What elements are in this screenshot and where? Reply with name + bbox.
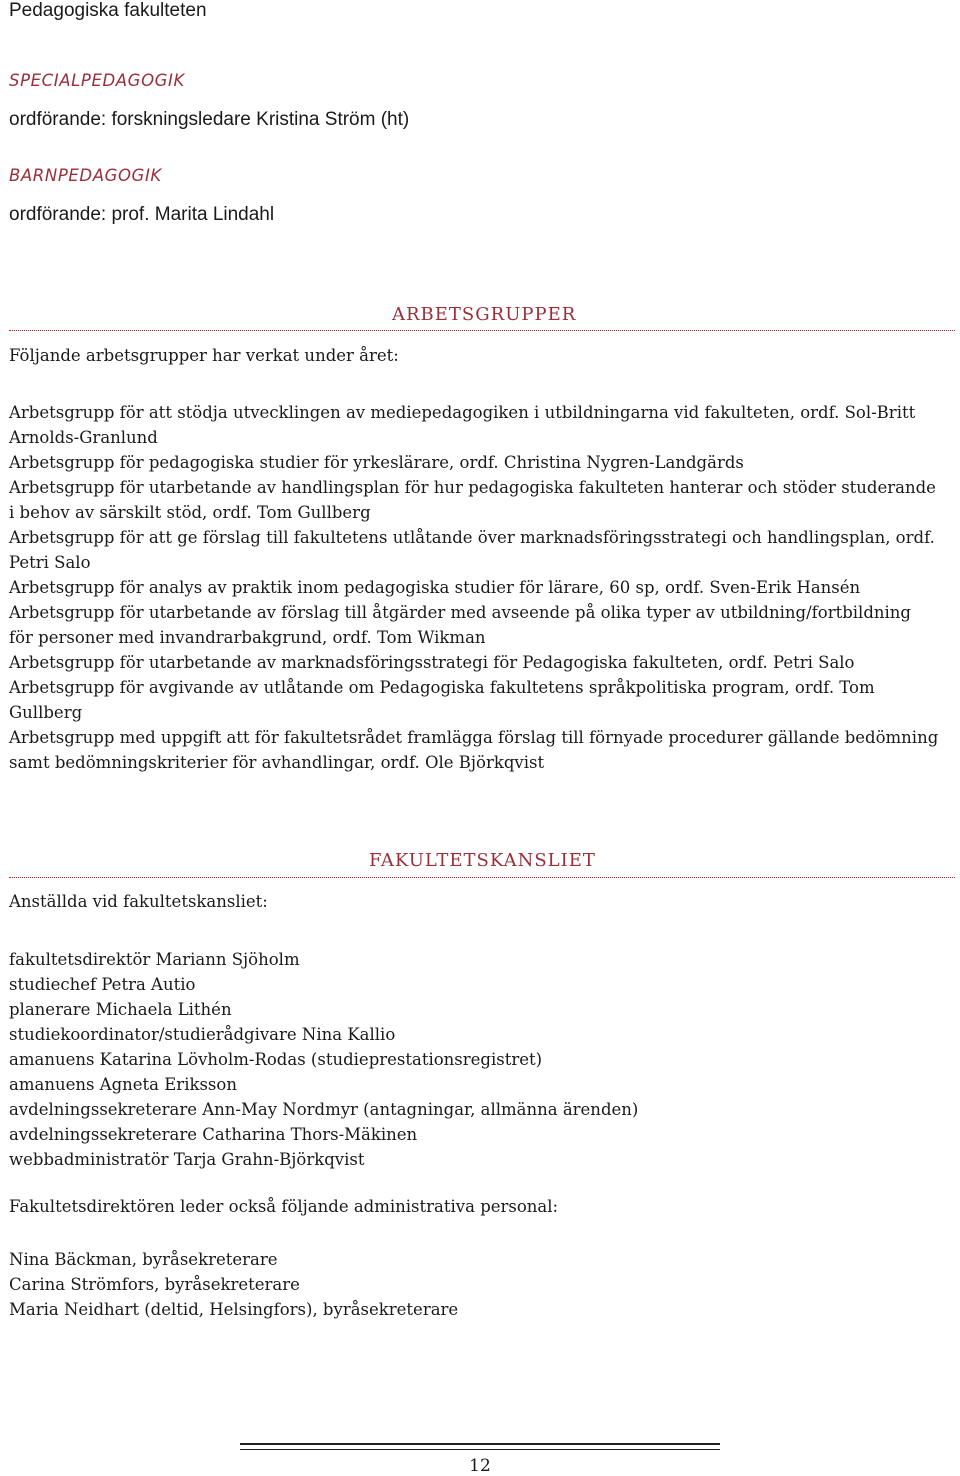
- list-item: Maria Neidhart (deltid, Helsingfors), byråsekreterare: [9, 1300, 459, 1319]
- working-groups-list: [9, 400, 939, 775]
- admin-intro: Fakultetsdirektören leder också följande administrativa personal:: [9, 1197, 559, 1216]
- committee-title-specialpedagogik: SPECIALPEDAGOGIK: [9, 71, 185, 90]
- admin-staff-list: [9, 1247, 939, 1322]
- section-heading-arbetsgrupper: ARBETSGRUPPER: [392, 304, 577, 325]
- committee-chair-barnpedagogik: ordförande: prof. Marita Lindahl: [9, 204, 275, 225]
- section-divider: [9, 877, 955, 878]
- list-item: Arbetsgrupp för att stödja utvecklingen av mediepedagogiken i utbildningarna vid fakulteten, ordf. Sol-Britt Arnolds-Granlund: [9, 403, 916, 447]
- list-item: Carina Strömfors, byråsekreterare: [9, 1275, 300, 1294]
- office-intro: Anställda vid fakultetskansliet:: [9, 892, 268, 911]
- list-item: Arbetsgrupp för analys av praktik inom pedagogiska studier för lärare, 60 sp, ordf. Sven-Erik Hansén: [9, 578, 861, 597]
- list-item: Arbetsgrupp för utarbetande av förslag till åtgärder med avseende på olika typer av utbildning/fortbildning för personer med invandrarbakgrund, ordf. Tom Wikman: [9, 603, 911, 647]
- list-item: studiechef Petra Autio: [9, 975, 196, 994]
- list-item: studiekoordinator/studierådgivare Nina Kallio: [9, 1025, 396, 1044]
- committee-chair-specialpedagogik: ordförande: forskningsledare Kristina Ström (ht): [9, 109, 410, 130]
- list-item: Arbetsgrupp för utarbetande av marknadsföringsstrategi för Pedagogiska fakulteten, ordf. Petri Salo: [9, 653, 855, 672]
- list-item: Arbetsgrupp för att ge förslag till fakultetens utlåtande över marknadsföringsstrategi och handlingsplan, ordf. Petri Salo: [9, 528, 935, 572]
- list-item: Arbetsgrupp för avgivande av utlåtande om Pedagogiska fakultetens språkpolitiska program, ordf. Tom Gullberg: [9, 678, 875, 722]
- faculty-name: Pedagogiska fakulteten: [9, 0, 207, 21]
- footer-rule: [240, 1449, 720, 1450]
- staff-list: [9, 947, 939, 1172]
- list-item: Arbetsgrupp för utarbetande av handlingsplan för hur pedagogiska fakulteten hanterar och stöder studerande i behov av särskilt stöd, ordf. Tom Gullberg: [9, 478, 936, 522]
- footer-rule: [240, 1443, 720, 1445]
- section-heading-fakultetskansliet: FAKULTETSKANSLIET: [369, 850, 596, 871]
- list-item: fakultetsdirektör Mariann Sjöholm: [9, 950, 300, 969]
- list-item: amanuens Katarina Lövholm-Rodas (studieprestationsregistret): [9, 1050, 543, 1069]
- list-item: Arbetsgrupp med uppgift att för fakultetsrådet framlägga förslag till förnyade procedurer gällande bedömning samt bedömningskriterier för avhandlingar, ordf. Ole Björkqvist: [9, 728, 939, 772]
- section-divider: [9, 330, 955, 331]
- committee-title-barnpedagogik: BARNPEDAGOGIK: [9, 166, 162, 185]
- list-item: amanuens Agneta Eriksson: [9, 1075, 237, 1094]
- list-item: avdelningssekreterare Catharina Thors-Mäkinen: [9, 1125, 418, 1144]
- list-item: webbadministratör Tarja Grahn-Björkqvist: [9, 1150, 365, 1169]
- list-item: Nina Bäckman, byråsekreterare: [9, 1250, 278, 1269]
- page-number: 12: [469, 1456, 491, 1476]
- working-groups-intro: Följande arbetsgrupper har verkat under året:: [9, 346, 399, 365]
- list-item: planerare Michaela Lithén: [9, 1000, 232, 1019]
- list-item: avdelningssekreterare Ann-May Nordmyr (antagningar, allmänna ärenden): [9, 1100, 639, 1119]
- list-item: Arbetsgrupp för pedagogiska studier för yrkeslärare, ordf. Christina Nygren-Landgärds: [9, 453, 744, 472]
